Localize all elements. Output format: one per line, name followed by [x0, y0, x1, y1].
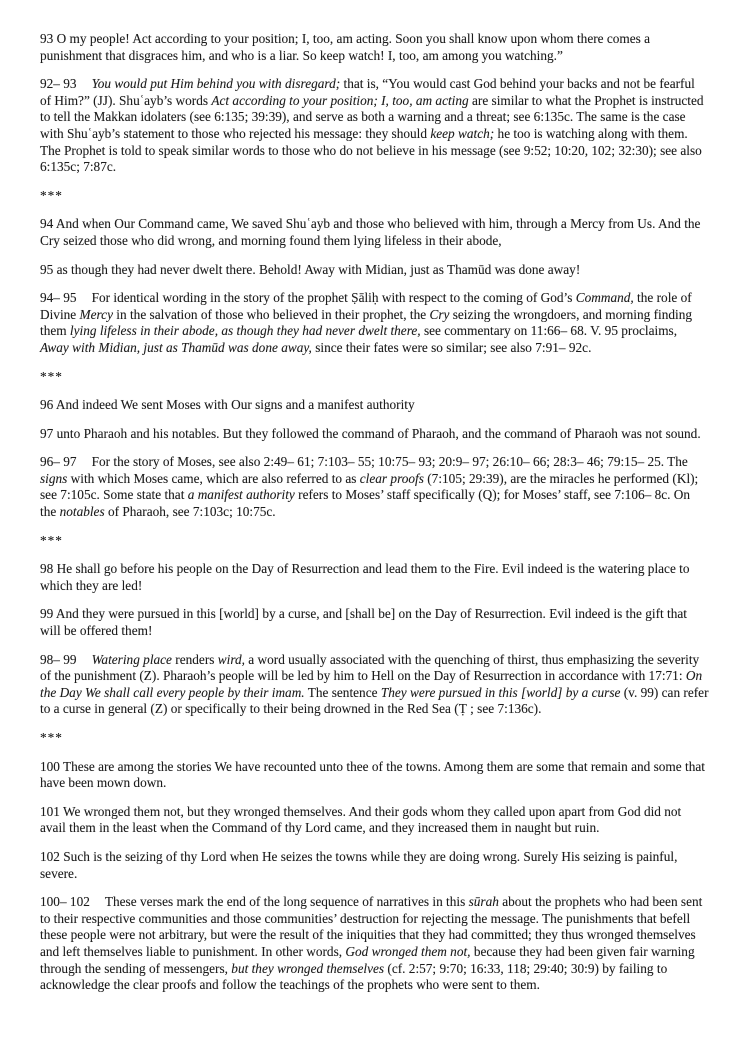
text-segment: notables [59, 504, 105, 520]
text-segment: 99 And they were pursued in this [world] by a curse, and [shall be] on the Day of Resurrection. Evil indeed is the gift that will be offered them! [40, 606, 687, 639]
text-segment: keep watch; [430, 125, 495, 141]
text-segment: a word usually associated with the quenching of thirst, thus emphasizing the severity of the punishment (Z). Pharaoh’s people will be led by him to Hell on the Day of Resurrection in accordance with 17:71: [40, 651, 700, 684]
text-segment: lying lifeless in their abode, as though they had never dwelt there, [69, 323, 421, 339]
section-separator: *** [40, 730, 63, 745]
text-segment: refers to Moses’ staff specifically (Q); for Moses’ staff, see 7:106– 8c. On the [40, 487, 691, 520]
text-segment: about the prophets who had been sent to their respective communities and those communities’ destruction for rejecting the message. The punishments that befell these people were not arbitrary, but were the result of the iniquities that they had committed; they thus wronged themselves and left themselves liable to punishment. In other words, [40, 894, 703, 959]
text-segment: 98 He shall go before his people on the Day of Resurrection and lead them to the Fire. Evil indeed is the watering place to which they are led! [40, 561, 690, 593]
text-segment: Away with Midian, just as Thamūd was done away, [40, 339, 312, 355]
text-segment: On the Day We shall call every people by their imam. [40, 668, 703, 700]
text-segment: a manifest authority [187, 487, 295, 503]
text-segment: signs [40, 470, 68, 486]
verse-ref-label: 92– 93 [40, 76, 77, 92]
text-segment: sūrah [468, 894, 499, 910]
text-segment: 95 as though they had never dwelt there. Behold! Away with Midian, just as Thamūd was done away! [40, 261, 581, 277]
verse-ref-label: 98– 99 [40, 651, 77, 667]
text-segment: 96 And indeed We sent Moses with Our signs and a manifest authority [40, 397, 415, 413]
text-segment: 94 And when Our Command came, We saved Shuʿayb and those who believed with him, through a Mercy from Us. And the Cry seized those who did wrong, and morning found them lying lifeless in their abode, [40, 216, 701, 248]
text-segment: he too is watching along with them. The Prophet is told to speak similar words to those who do not believe in his message (see 9:52; 10:20, 102; 32:30); see also 6:135c; 7:87c. [40, 125, 702, 175]
text-segment: For identical wording in the story of the prophet Ṣāliḥ with respect to the coming of God’s [91, 290, 576, 306]
verse-ref-label: 96– 97 [40, 454, 77, 470]
text-segment: that is, “You would cast God behind your backs and not be fearful of Him?” (JJ). Shuʿayb’s words [40, 76, 695, 108]
commentary-paragraph [40, 290, 709, 356]
text-segment: with which Moses came, which are also referred to as [67, 470, 360, 486]
verse-paragraph [40, 849, 709, 882]
text-segment: 101 We wronged them not, but they wronged themselves. And their gods whom they called upon apart from God did not avail them in the least when the Command of thy Lord came, and they increased them in naught but ruin. [40, 803, 682, 836]
verse-paragraph [40, 804, 709, 837]
commentary-paragraph [40, 454, 709, 520]
text-segment: (v. 99) can refer to a curse in general (Z) or specifically to their being drowned in the Red Sea (Ṭ ; see 7:136c). [40, 684, 709, 717]
verse-paragraph [40, 216, 709, 249]
text-segment: the role of Divine [40, 290, 692, 322]
text-segment: For the story of Moses, see also 2:49– 61; 7:103– 55; 10:75– 93; 20:9– 97; 26:10– 66; 28:3– 46; 79:15– 25. The [91, 454, 688, 470]
text-segment: because they had been given fair warning through the sending of messengers, [40, 943, 695, 976]
text-segment: are similar to what the Prophet is instructed to tell the Makkan idolaters (see 6:135; 39:39), and serve as both a warning and a threat; see 6:135c. The same is the case with Shuʿayb’s statement to those who rejected his message: they should [40, 92, 704, 141]
text-segment: since their fates were so similar; see also 7:91– 92c. [311, 339, 592, 355]
commentary-paragraph [40, 76, 709, 176]
text-segment: Mercy [79, 306, 113, 322]
verse-paragraph [40, 606, 709, 639]
text-segment: Watering place [91, 651, 172, 667]
text-segment: of Pharaoh, see 7:103c; 10:75c. [104, 504, 276, 520]
text-segment: clear proofs [359, 470, 424, 486]
text-segment: but they wronged themselves [231, 960, 385, 976]
text-segment: in the salvation of those who believed in their prophet, the [112, 306, 430, 322]
verse-paragraph [40, 262, 709, 279]
text-segment: wird, [217, 651, 245, 667]
text-segment: seizing the wrongdoers, and morning finding them [40, 306, 693, 339]
verse-paragraph [40, 426, 709, 443]
text-segment: 102 Such is the seizing of thy Lord when He seizes the towns while they are doing wrong. Surely His seizing is painful, severe. [40, 848, 678, 881]
section-separator: *** [40, 368, 63, 384]
text-segment: see commentary on 11:66– 68. V. 95 proclaims, [420, 323, 678, 339]
text-segment: renders [171, 651, 218, 667]
text-segment: These verses mark the end of the long sequence of narratives in this [104, 894, 469, 910]
text-segment: They were pursued in this [world] by a curse [380, 684, 621, 700]
commentary-paragraph [40, 894, 709, 994]
page-content [40, 31, 709, 994]
text-segment: You would put Him behind you with disregard; [91, 76, 341, 92]
verse-paragraph [40, 397, 709, 414]
text-segment: (7:105; 29:39), are the miracles he performed (Kl); see 7:105c. Some state that [40, 470, 699, 503]
text-segment: Act according to your position; I, too, am acting [211, 92, 469, 108]
verse-paragraph [40, 759, 709, 792]
text-segment: The sentence [304, 684, 381, 700]
verse-paragraph [40, 31, 709, 64]
text-segment: 93 O my people! Act according to your position; I, too, am acting. Soon you shall know upon whom there comes a punishment that disgraces him, and who is a liar. So keep watch! I, too, am among you watching.” [40, 31, 651, 63]
text-segment: God wronged them not, [345, 943, 471, 959]
text-segment: Command, [575, 290, 634, 306]
text-segment: 97 unto Pharaoh and his notables. But they followed the command of Pharaoh, and the command of Pharaoh was not sound. [40, 425, 701, 441]
verse-paragraph [40, 561, 709, 594]
text-segment: Cry [429, 306, 450, 322]
commentary-paragraph [40, 652, 709, 718]
verse-ref-label: 100– 102 [40, 894, 90, 910]
section-separator: *** [40, 532, 63, 548]
text-segment: (cf. 2:57; 9:70; 16:33, 118; 29:40; 30:9) by failing to acknowledge the clear proofs and follow the teachings of the prophets who were sent to them. [40, 960, 668, 993]
section-separator: *** [40, 187, 63, 203]
verse-ref-label: 94– 95 [40, 290, 77, 306]
text-segment: 100 These are among the stories We have recounted unto thee of the towns. Among them are some that remain and some that have been mown down. [40, 758, 705, 791]
